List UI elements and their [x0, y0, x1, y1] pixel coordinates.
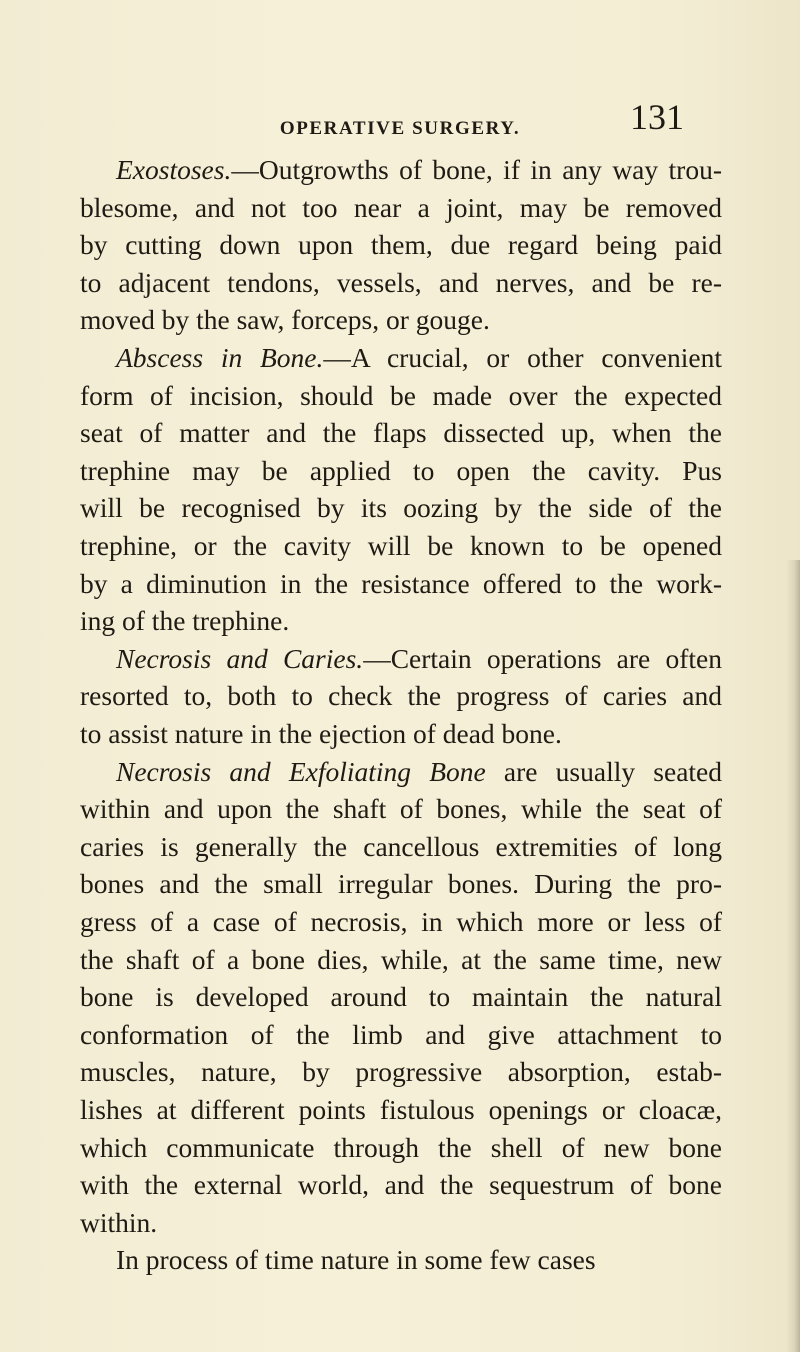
text-line — [80, 793, 722, 825]
line-text: conformation of the limb and give attachment to — [80, 1018, 722, 1050]
text-line — [80, 492, 722, 524]
line-text: —Outgrowths of bone, if in any way trou- — [231, 154, 722, 185]
section-heading: Abscess in Bone. — [116, 342, 324, 373]
text-line — [80, 868, 722, 900]
line-text: with the external world, and the sequestrum of bone — [80, 1169, 722, 1201]
line-text: —A crucial, or other convenient — [323, 342, 722, 373]
text-line — [116, 154, 722, 186]
line-text: muscles, nature, by progressive absorption, estab- — [80, 1056, 722, 1088]
line-text: In process of time nature in some few cases — [116, 1244, 596, 1276]
text-line — [80, 1132, 722, 1164]
line-text: form of incision, should be made over the expected — [80, 379, 722, 411]
line-text: lishes at different points fistulous openings or cloacæ, — [80, 1094, 722, 1125]
line-text: caries is generally the cancellous extremities of long — [80, 830, 722, 862]
section-heading: Exostoses. — [116, 154, 232, 185]
section-heading: Necrosis and Exfoliating Bone — [116, 755, 486, 787]
line-text: by cutting down upon them, due regard being paid — [80, 229, 722, 261]
text-line — [80, 568, 722, 600]
text-line — [80, 1207, 722, 1239]
text-line — [80, 455, 722, 487]
text-line — [116, 342, 722, 374]
line-text: are usually seated — [485, 755, 722, 787]
text-line — [80, 906, 722, 938]
text-line — [80, 304, 722, 336]
line-text: gress of a case of necrosis, in which more or less of — [80, 906, 722, 937]
line-text: ing of the trephine. — [80, 605, 290, 637]
section-heading: Necrosis and Caries. — [116, 642, 364, 674]
running-head: OPERATIVE SURGERY. — [279, 118, 521, 139]
text-line — [80, 1019, 722, 1051]
text-line — [80, 944, 722, 976]
line-text: bone is developed around to maintain the natural — [80, 981, 722, 1013]
line-text: within and upon the shaft of bones, while the seat of — [80, 793, 722, 825]
text-line — [80, 831, 722, 863]
line-text: moved by the saw, forceps, or gouge. — [80, 304, 490, 336]
line-text: —Certain operations are often — [363, 642, 722, 674]
text-line — [80, 605, 722, 637]
text-line — [116, 1244, 722, 1276]
text-line — [80, 229, 722, 261]
line-text: bones and the small irregular bones. During the pro- — [80, 868, 722, 900]
page-header — [0, 96, 800, 139]
line-text: to assist nature in the ejection of dead bone. — [80, 718, 562, 749]
line-text: trephine, or the cavity will be known to be opened — [80, 530, 722, 561]
line-text: to adjacent tendons, vessels, and nerves, and be re- — [80, 266, 722, 298]
text-line — [80, 1169, 722, 1201]
text-line — [80, 1056, 722, 1088]
line-text: within. — [80, 1206, 158, 1238]
text-line — [80, 1094, 722, 1126]
text-line — [80, 267, 722, 299]
text-line — [116, 643, 722, 675]
text-line — [116, 756, 722, 788]
page-number: 131 — [630, 97, 684, 137]
line-text: which communicate through the shell of new bone — [80, 1131, 722, 1163]
line-text: by a diminution in the resistance offered to the work- — [80, 567, 722, 599]
text-line — [80, 680, 722, 712]
line-text: will be recognised by its oozing by the side of the — [80, 492, 722, 524]
text-line — [80, 417, 722, 449]
line-text: the shaft of a bone dies, while, at the same time, new — [80, 943, 722, 975]
text-line — [80, 380, 722, 412]
text-line — [80, 192, 722, 224]
text-line — [80, 530, 722, 562]
line-text: seat of matter and the flaps dissected up, when the — [80, 417, 722, 449]
text-line — [80, 981, 722, 1013]
line-text: resorted to, both to check the progress of caries and — [80, 680, 722, 712]
line-text: trephine may be applied to open the cavity. Pus — [80, 454, 722, 486]
page-edge-shadow — [786, 560, 800, 1352]
line-text: blesome, and not too near a joint, may be removed — [80, 191, 722, 223]
text-line — [80, 718, 722, 750]
